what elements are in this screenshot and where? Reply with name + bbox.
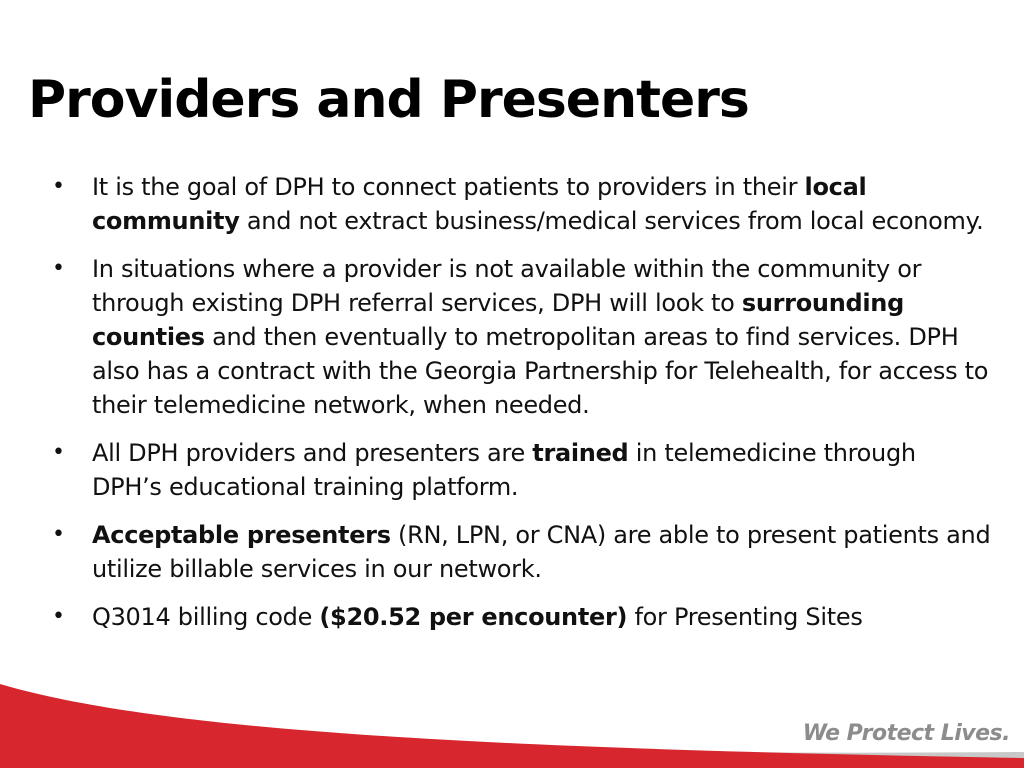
bullet-text-part: and then eventually to metropolitan areas to find services. DPH also has a contract with the Georgia Partnership for Telehealth, for access to their telemedicine network, when needed. bbox=[92, 323, 989, 419]
bullet-text-part: All DPH providers and presenters are bbox=[92, 439, 533, 467]
bullet-text-part: and not extract business/medical services from local economy. bbox=[239, 207, 984, 235]
bullet-text-part: in telemedicine through DPH’s educational training platform. bbox=[92, 439, 916, 501]
bullet-marker: • bbox=[52, 440, 65, 465]
bullet-emphasis: Acceptable presenters bbox=[92, 521, 391, 549]
bullet-text-part: It is the goal of DPH to connect patients to providers in their bbox=[92, 173, 805, 201]
bullet-item bbox=[52, 170, 992, 238]
bullet-text bbox=[92, 255, 988, 419]
bullet-text bbox=[92, 521, 990, 583]
slide-title: Providers and Presenters bbox=[28, 70, 749, 130]
bullet-list bbox=[52, 170, 992, 648]
bullet-item bbox=[52, 436, 992, 504]
tagline-logo-text: We Protect Lives. bbox=[802, 721, 1010, 746]
bullet-marker: • bbox=[52, 522, 65, 547]
bullet-item bbox=[52, 518, 992, 586]
bullet-item bbox=[52, 252, 992, 422]
bullet-marker: • bbox=[52, 174, 65, 199]
bullet-text-part: Q3014 billing code bbox=[92, 603, 320, 631]
bullet-emphasis: trained bbox=[532, 439, 629, 467]
bullet-text bbox=[92, 439, 916, 501]
bullet-text-part: (RN, LPN, or CNA) are able to present patients and utilize billable services in our network. bbox=[92, 521, 991, 583]
bullet-emphasis: local community bbox=[92, 173, 867, 235]
bullet-marker: • bbox=[52, 256, 65, 281]
bullet-text bbox=[92, 603, 863, 631]
footer-swoosh bbox=[0, 648, 1024, 768]
bullet-emphasis: surrounding counties bbox=[92, 289, 904, 351]
bullet-text bbox=[92, 173, 983, 235]
bullet-marker: • bbox=[52, 604, 65, 629]
bullet-emphasis: ($20.52 per encounter) bbox=[319, 603, 628, 631]
bullet-text-part: for Presenting Sites bbox=[627, 603, 863, 631]
bullet-item bbox=[52, 600, 992, 634]
bullet-text-part: In situations where a provider is not available within the community or through existing DPH referral services, DPH will look to bbox=[92, 255, 922, 317]
